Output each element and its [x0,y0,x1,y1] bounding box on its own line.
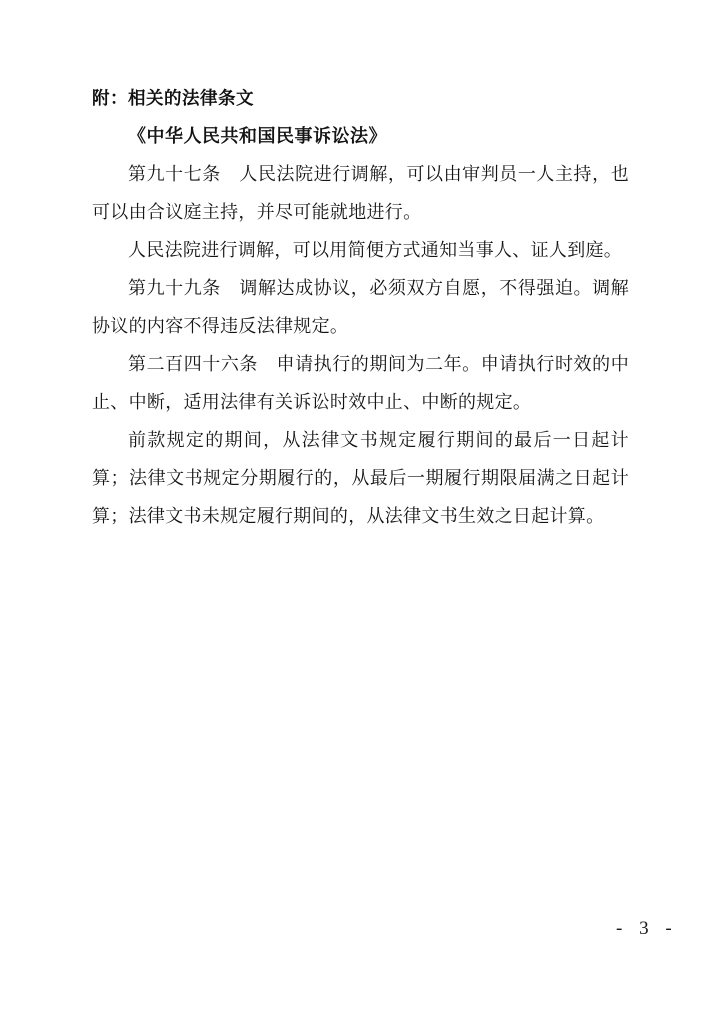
attachment-heading: 附：相关的法律条文 [92,88,254,108]
document-content [92,79,629,535]
page-number: - 3 - [616,918,677,939]
article-99-paragraph: 第九十九条 调解达成协议，必须双方自愿，不得强迫。调解协议的内容不得违反法律规定。 [92,278,629,336]
law-title: 《中华人民共和国民事诉讼法》 [128,126,387,146]
article-97-paragraph: 第九十七条 人民法院进行调解，可以由审判员一人主持，也可以由合议庭主持，并尽可能就地进行。 [92,164,629,222]
article-246-paragraph-2: 前款规定的期间，从法律文书规定履行期间的最后一日起计算；法律文书规定分期履行的，从最后一期履行期限届满之日起计算；法律文书未规定履行期间的，从法律文书生效之日起计算。 [92,430,629,526]
article-97-paragraph-2: 人民法院进行调解，可以用简便方式通知当事人、证人到庭。 [128,240,623,260]
article-246-paragraph: 第二百四十六条 申请执行的期间为二年。申请执行时效的中止、中断，适用法律有关诉讼时效中止、中断的规定。 [92,354,629,412]
